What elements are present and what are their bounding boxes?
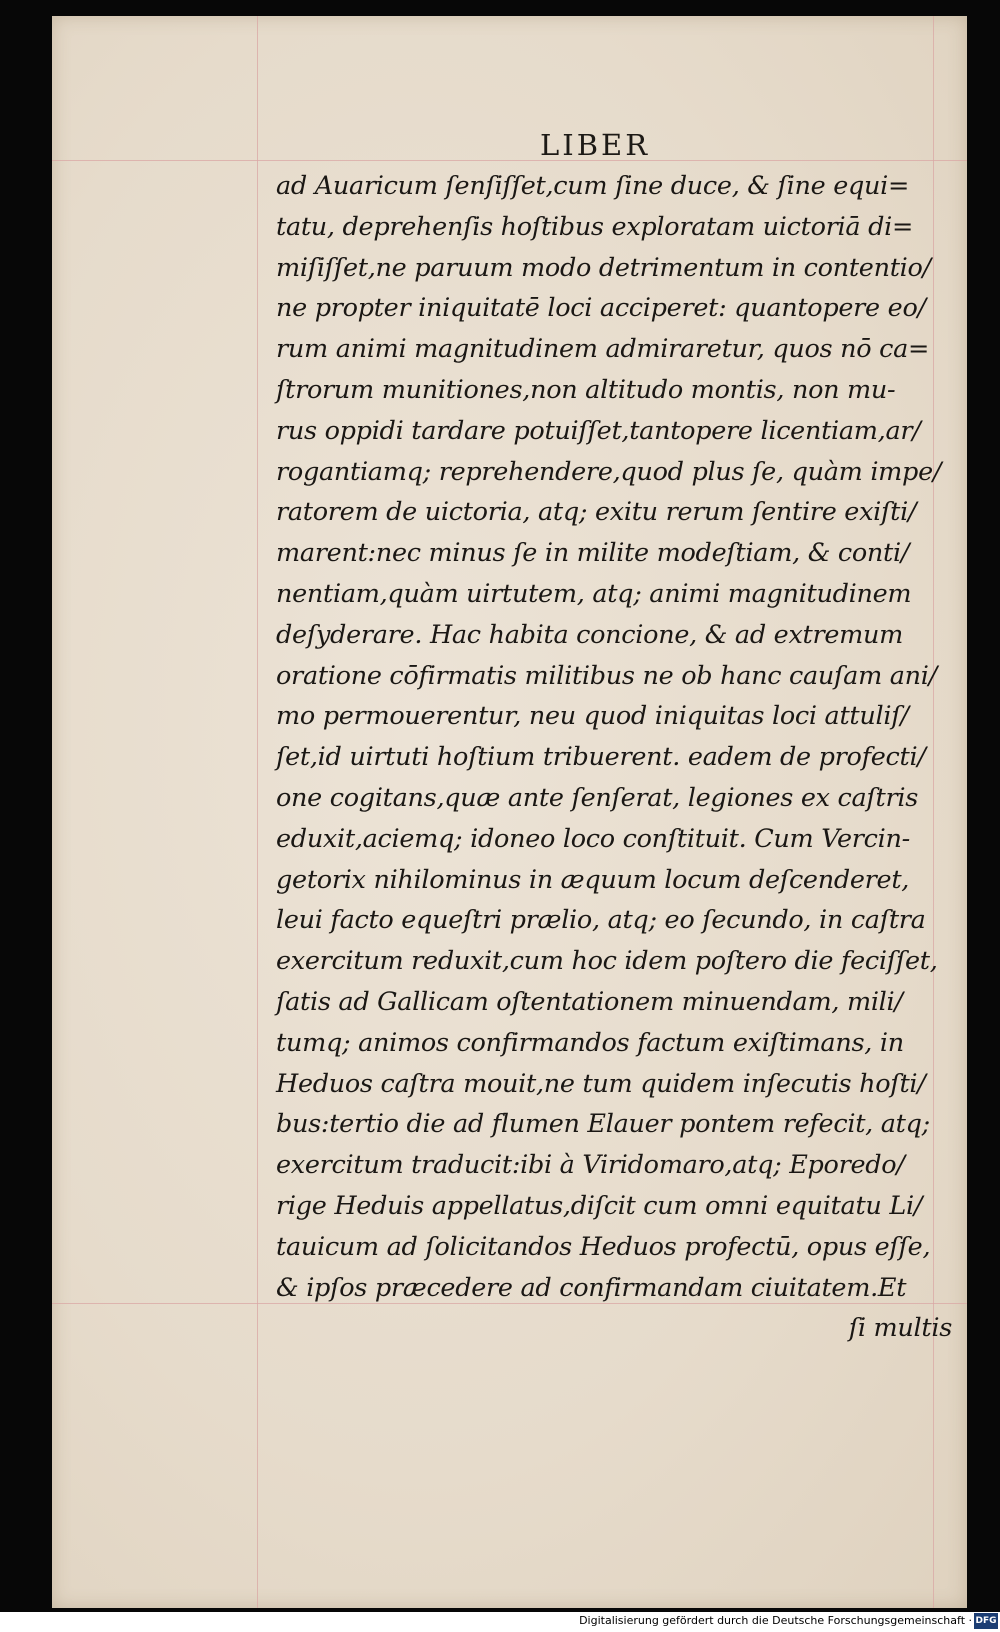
text-line: rus oppidi tardare potuiſſet,tantopere licentiam,ar/ (276, 415, 921, 446)
text-line: & ipſos præcedere ad confirmandam ciuitatem.Et (276, 1272, 907, 1303)
ruling-line-top (52, 160, 967, 161)
text-line: miſiſſet,ne paruum modo detrimentum in contentio/ (276, 252, 931, 283)
catchword: ſi multis (848, 1313, 952, 1344)
text-line: exercitum reduxit,cum hoc idem poſtero die feciſſet, (276, 946, 938, 977)
text-line: rogantiamq; reprehendere,quod plus ſe, quàm impe/ (276, 456, 942, 487)
text-line: mo permouerentur, neu quod iniquitas loci attuliſ/ (276, 701, 909, 732)
text-line: exercitum traducit:ibi à Viridomaro,atq; Eporedo/ (276, 1150, 905, 1181)
text-line: deſyderare. Hac habita concione, & ad extremum (276, 619, 904, 650)
text-line: tauicum ad ſolicitandos Heduos profectū, opus eſſe, (276, 1231, 931, 1262)
text-block (276, 166, 956, 1349)
text-line: Heduos caſtra mouit,ne tum quidem inſecutis hoſti/ (276, 1068, 926, 1099)
text-line: ne propter iniquitatē loci acciperet: quantopere eo/ (276, 293, 926, 324)
text-line: oratione cōfirmatis militibus ne ob hanc cauſam ani/ (276, 660, 937, 691)
running-head: LIBER (540, 128, 651, 162)
text-line: rige Heduis appellatus,diſcit cum omni equitatu Li/ (276, 1190, 923, 1221)
text-line: ſet,id uirtuti hoſtium tribuerent. eadem de profecti/ (276, 742, 926, 773)
text-line: bus:tertio die ad flumen Elauer pontem refecit, atq; (276, 1109, 930, 1140)
text-line: tatu, deprehenſis hoſtibus exploratam uictoriā di= (276, 211, 914, 242)
dfg-logo: DFG (974, 1613, 998, 1629)
text-line: ſatis ad Gallicam oſtentationem minuendam, mili/ (276, 986, 903, 1017)
text-line: ratorem de uictoria, atq; exitu rerum ſentire exiſti/ (276, 497, 917, 528)
text-line: tumq; animos confirmandos factum exiſtimans, in (276, 1027, 904, 1058)
ruling-line-left (257, 16, 258, 1608)
text-line: ſtrorum munitiones,non altitudo montis, non mu- (276, 374, 896, 405)
text-line: rum animi magnitudinem admiraretur, quos nō ca= (276, 334, 930, 365)
text-line: one cogitans,quæ ante ſenſerat, legiones ex caſtris (276, 782, 919, 813)
text-line: nentiam,quàm uirtutem, atq; animi magnitudinem (276, 578, 912, 609)
text-line: ad Auaricum ſenſiſſet,cum ſine duce, & ſine equi= (276, 171, 910, 201)
text-line: getorix nihilominus in æquum locum deſcenderet, (276, 864, 910, 895)
text-line: eduxit,aciemq; idoneo loco conſtituit. Cum Vercin- (276, 823, 910, 854)
footer-bar (0, 1612, 1000, 1632)
funding-notice: Digitalisierung gefördert durch die Deutsche Forschungsgemeinschaft · (579, 1614, 972, 1627)
text-line: marent:nec minus ſe in milite modeſtiam, & conti/ (276, 538, 910, 569)
text-line: leui facto equeſtri prælio, atq; eo ſecundo, in caſtra (276, 905, 926, 936)
